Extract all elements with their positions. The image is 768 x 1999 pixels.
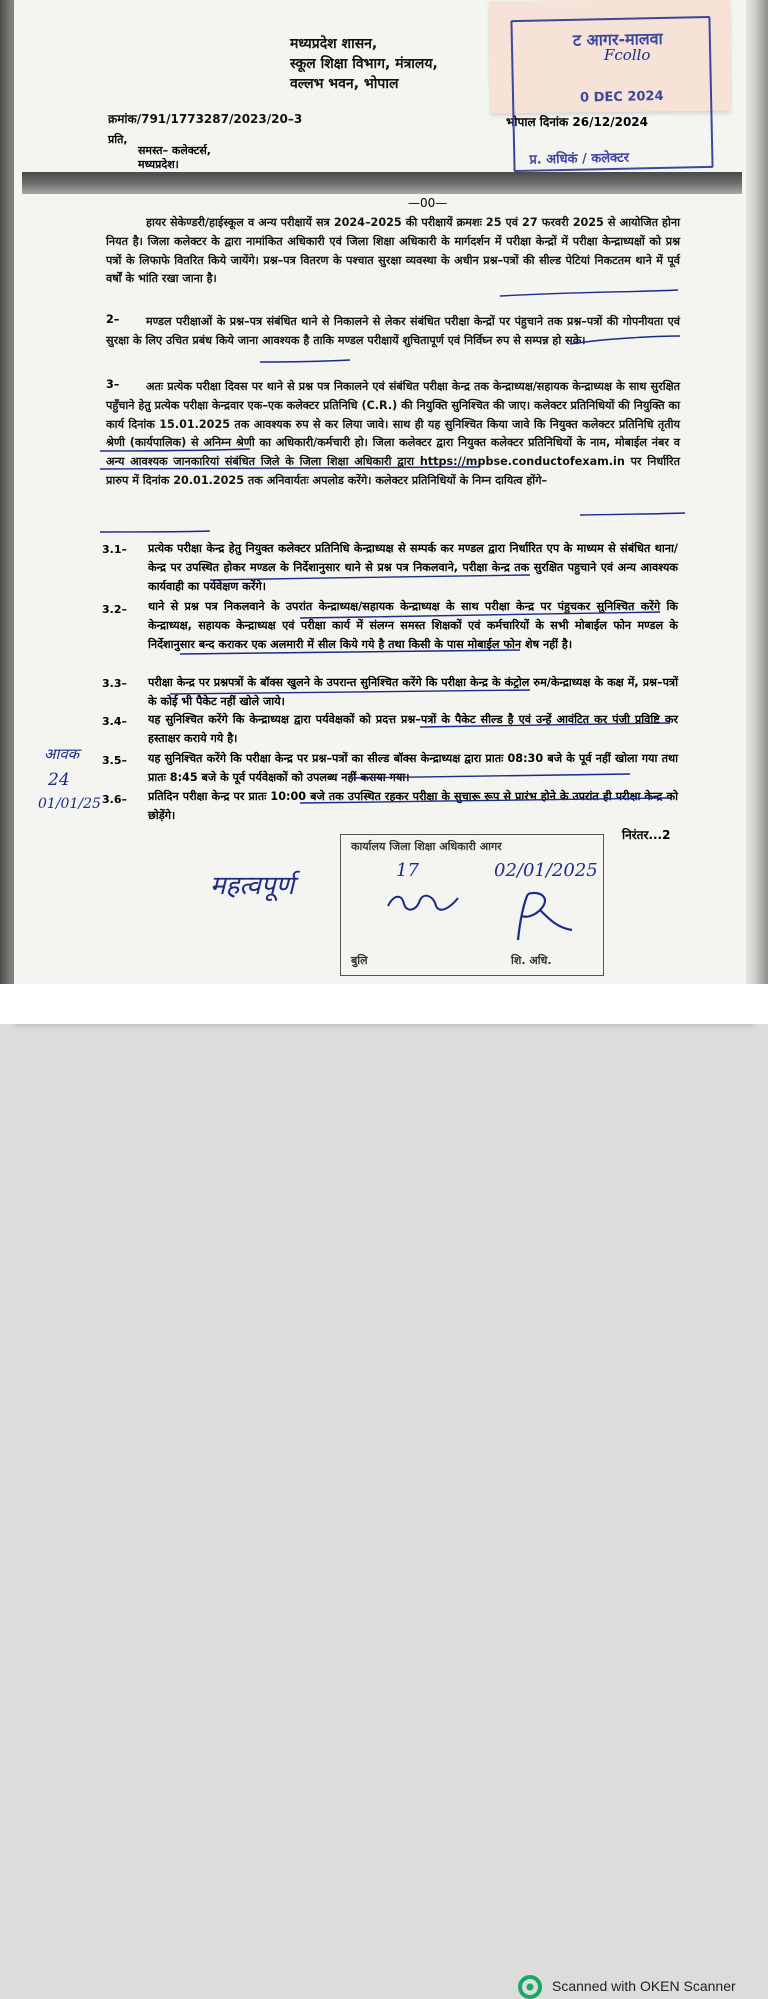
reference-number: क्रमांक/791/1773287/2023/20–3 xyxy=(108,112,303,126)
item-3-2-number: 3.2– xyxy=(102,603,127,616)
item-3-5-text: यह सुनिश्चित करेंगे कि परीक्षा केन्द्र पर प्रश्न–पत्रों का सील्ड बॉक्स केन्द्राध्यक्ष द्वारा प्रातः 08:30 बजे के पूर्व नहीं खोला गया तथा प्रातः 8:45 बजे के पूर्व पर्यवेक्षकों को उपलब्ध नहीं कराया गया। xyxy=(148,752,678,784)
prati-label: प्रति, xyxy=(108,133,128,146)
continued-marker: निरंतर...2 xyxy=(622,828,671,842)
handwritten-stamp-sign: Fcollo xyxy=(604,46,651,64)
paragraph-3: अतः प्रत्येक परीक्षा दिवस पर थाने से प्रश्न पत्र निकालने एवं संबंधित परीक्षा केन्द्र तक केन्द्राध्यक्ष/सहायक केन्द्राध्यक्ष के साथ सुरक्षित पहुँचाने हेतु प्रत्येक परीक्षा केन्द्रवार एक–एक कलेक्टर प्रतिनिधि (C.R.) की नियुक्ति सुनिश्चित की जाए। कलेक्टर प्रतिनिधियों की नियुक्ति का कार्य दिनांक 15.01.2025 तक आवश्यक रुप से कर लिया जावे। साथ ही यह सुनिश्चित किया जावे कि नियुक्त कलेक्टर प्रतिनिधि तृतीय श्रेणी (कार्यपालिक) से अनिम्न श्रेणी का अधिकारी/कर्मचारी हो। जिला कलेक्टर द्वारा नियुक्त कलेक्टर प्रतिनिधियों के नाम, मोबाईल नंबर व अन्य आवश्यक जानकारियां संबंधित जिले के जिला शिक्षा अधिकारी द्वारा https://mpbse.conductofexam.in पर निर्धारित प्रारुप में दिनांक 20.01.2025 तक अनिवार्यतः अपलोड करेंगे। कलेक्टर प्रतिनिधियों के निम्न दायित्व होंगे– xyxy=(106,380,681,487)
separator: —00— xyxy=(408,196,448,210)
letterhead-line-2: स्कूल शिक्षा विभाग, मंत्रालय, xyxy=(290,56,438,72)
item-3-3-text: परीक्षा केन्द्र पर प्रश्नपत्रों के बॉक्स खुलने के उपरान्त सुनिश्चित करेंगे कि परीक्षा केन्द्र के कंट्रोल रुम/केन्द्राध्यक्ष के कक्ष में, प्रश्न–पत्रों के कोई भी पैकेट नहीं खोले जाये। xyxy=(148,676,678,708)
item-3-6-text: प्रतिदिन परीक्षा केन्द्र पर प्रातः 10:00 बजे तक उपस्थित रहकर परीक्षा के सुचारू रूप से प्रारंभ होने के उपरांत ही परीक्षा केन्द्र को छोड़ेंगे। xyxy=(148,790,678,822)
stamp-date: 0 DEC 2024 xyxy=(579,88,664,106)
stamp-bottom: प्र. अधिकं / कलेक्टर xyxy=(529,150,630,168)
addressee-line-2: मध्यप्रदेश। xyxy=(138,158,179,171)
handwritten-register-date: 02/01/2025 xyxy=(494,860,598,881)
paragraph-1: हायर सेकेण्डरी/हाईस्कूल व अन्य परीक्षायें सत्र 2024–2025 की परीक्षायें क्रमशः 25 एवं 27 फरवरी 2025 से आयोजित होना नियत है। जिला कलेक्टर के द्वारा नामांकित अधिकारी एवं जिला शिक्षा अधिकारी के मार्गदर्शन में परीक्षा केन्द्रों में परीक्षा केन्द्राध्यक्षों को प्रश्न पत्रों के लिफाफे वितरित किये जायेंगे। प्रश्न–पत्र वितरण के पश्चात सुरक्षा व्यवस्था के अधीन प्रश्न–पत्रों की सील्ड पेटियां निकटतम थाने में पूर्व वर्षों के भांति रखा जाना है। xyxy=(106,216,680,286)
paragraph-2: मण्डल परीक्षाओं के प्रश्न–पत्र संबंधित थाने से निकालने से लेकर संबंधित परीक्षा केन्द्रों पर पंहुचाने तक प्रश्न–पत्रों की गोपनीयता एवं सुरक्षा के लिए उचित प्रबंध किये जाना आवश्यक है ताकि मण्डल परीक्षायें शुचितापूर्ण एवं निर्विघ्न रुप से सम्पन्न हो सके। xyxy=(106,315,680,347)
handwritten-inward-date: 01/01/25 xyxy=(38,796,101,812)
scan-right-edge xyxy=(746,0,768,1024)
place-date: भोपाल दिनांक 26/12/2024 xyxy=(506,115,648,129)
addressee-line-1: समस्त– कलेक्टर्स, xyxy=(138,144,211,157)
office-stamp-footer-right: शि. अधि. xyxy=(511,954,552,967)
handwritten-inward-number: 24 xyxy=(48,770,70,790)
office-stamp-header: कार्यालय जिला शिक्षा अधिकारी आगर xyxy=(351,840,502,853)
office-stamp-footer-left: बुलि xyxy=(351,954,368,967)
item-3-5-number: 3.5– xyxy=(102,754,127,767)
scanner-footer xyxy=(0,984,768,1994)
stamp-office: ट आगर-मालवा xyxy=(572,28,663,50)
letterhead-line-3: वल्लभ भवन, भोपाल xyxy=(290,76,399,92)
item-3-2-text: थाने से प्रश्न पत्र निकलवाने के उपरांत केन्द्राध्यक्ष/सहायक केन्द्राध्यक्ष के साथ परीक्षा केन्द्र पर पंहुचकर सुनिश्चित करेंगे कि केन्द्राध्यक्ष, सहायक केन्द्राध्यक्ष एवं परीक्षा कार्य में संलग्न समस्त शिक्षकों एवं कर्मचारियों के सभी मोबाईल फोन मण्डल के निर्देशानुसार बन्द कराकर एक अलमारी में सील किये गये है तथा किसी के पास मोबाईल फोन शेष नहीं है। xyxy=(148,600,678,651)
pen-underlines xyxy=(100,0,700,980)
letterhead-line-1: मध्यप्रदेश शासन, xyxy=(290,36,378,52)
paragraph-2-number: 2– xyxy=(106,313,120,326)
item-3-4-number: 3.4– xyxy=(102,715,127,728)
item-3-6-number: 3.6– xyxy=(102,793,127,806)
item-3-1-text: प्रत्येक परीक्षा केन्द्र हेतु नियुक्त कलेक्टर प्रतिनिधि केन्द्राध्यक्ष से सम्पर्क कर मण्डल द्वारा निर्धारित एप के माध्यम से संबंधित थाना/केन्द्र पर उपस्थित होकर मण्डल के निर्देशानुसार थाने से प्रश्न पत्र निकलवाने, परीक्षा केन्द्र तक सुरक्षित पहुचाने एवं अन्य आवश्यक कार्यवाही का पर्यवेक्षण करेंगे। xyxy=(148,542,678,593)
paragraph-3-number: 3– xyxy=(106,378,120,391)
scanner-logo-icon xyxy=(518,1975,542,1999)
handwritten-register-no: 17 xyxy=(396,860,419,881)
handwritten-aavak: आवक xyxy=(44,745,80,763)
item-3-4-text: यह सुनिश्चित करेंगे कि केन्द्राध्यक्ष द्वारा पर्यवेक्षकों को प्रदत्त प्रश्न–पत्रों के पैकेट सील्ड है एवं उन्हें आवंटित कर पंजी प्रविष्टि कर हस्ताक्षर कराये गये है। xyxy=(148,713,678,745)
item-3-1-number: 3.1– xyxy=(102,543,127,556)
handwritten-important: महत्वपूर्ण xyxy=(210,871,295,901)
scanner-watermark: Scanned with OKEN Scanner xyxy=(552,1978,736,1994)
item-3-3-number: 3.3– xyxy=(102,677,127,690)
